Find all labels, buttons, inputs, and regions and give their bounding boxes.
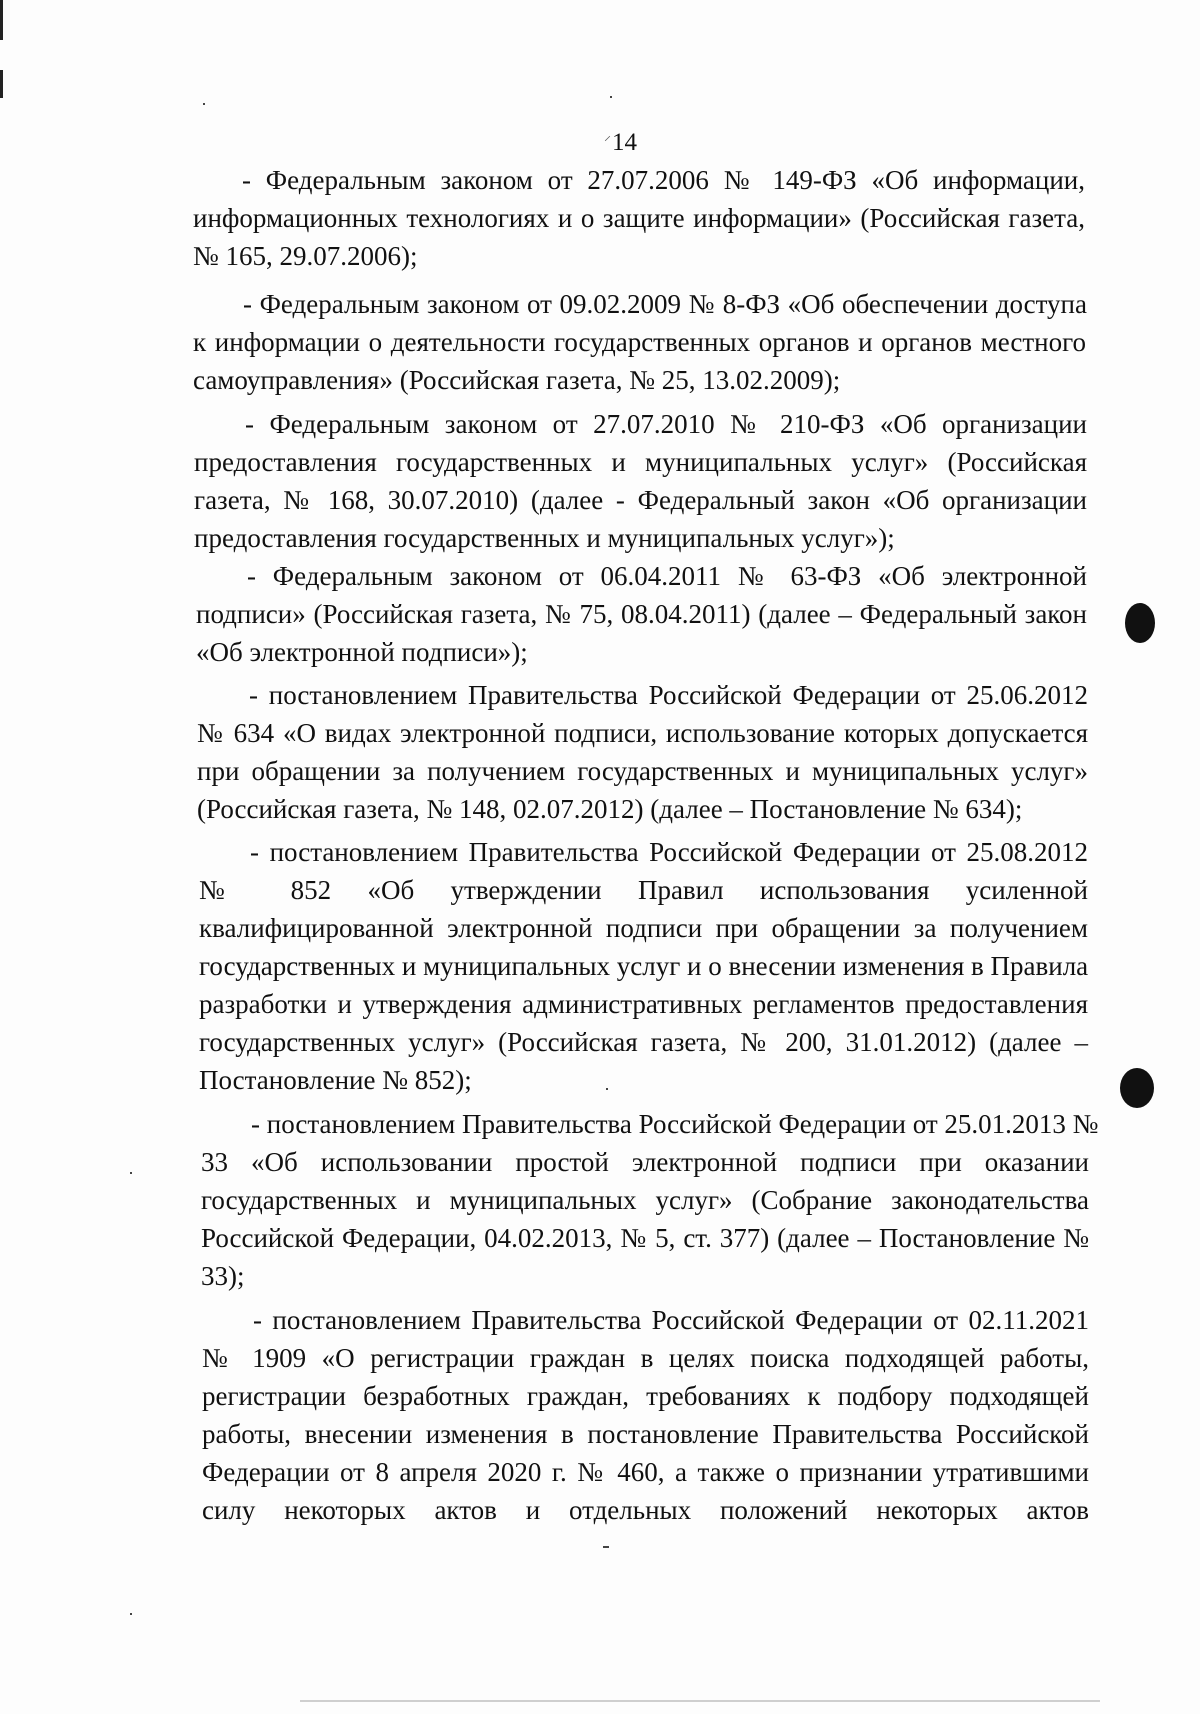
text-line: «Об электронной подписи»); [196,637,528,667]
scan-speck [130,1613,132,1615]
text-line: разработки и утверждения административных регламентов предоставления [199,989,1088,1019]
scan-speck: ⸝ [604,129,611,144]
scan-speck [610,96,612,98]
text-line: - Федеральным законом от 27.07.2010 № 210-ФЗ «Об организации [245,409,1087,439]
text-line: Федерации от 8 апреля 2020 г. № 460, а также о признании утратившими [202,1457,1089,1487]
hole-punch-mark [1120,1068,1154,1108]
text-line: квалифицированной электронной подписи при обращении за получением [199,913,1088,943]
text-line: газета, № 168, 30.07.2010) (далее - Федеральный закон «Об организации [194,485,1087,515]
text-line: подписи» (Российская газета, № 75, 08.04.2011) (далее – Федеральный закон [196,599,1087,629]
text-line: информационных технологиях и о защите информации» (Российская газета, [193,203,1085,233]
text-line: предоставления государственных и муниципальных услуг»); [194,523,895,553]
text-line: регистрации безработных граждан, требованиях к подбору подходящей [202,1381,1089,1411]
text-line: 33 «Об использовании простой электронной подписи при оказании [201,1147,1089,1177]
text-line: - Федеральным законом от 27.07.2006 № 149-ФЗ «Об информации, [242,165,1085,195]
text-line: (Российская газета, № 148, 02.07.2012) (далее – Постановление № 634); [197,794,1023,824]
text-line: 33); [201,1261,245,1291]
text-line: - постановлением Правительства Российской Федерации от 25.06.2012 [249,680,1088,710]
text-line: работы, внесении изменения в постановление Правительства Российской [202,1419,1089,1449]
scan-speck [130,1172,132,1174]
text-line: силу некоторых актов и отдельных положений некоторых актов [202,1495,1089,1525]
text-line: государственных услуг» (Российская газета, № 200, 31.01.2012) (далее – [199,1027,1088,1057]
text-line: № 165, 29.07.2006); [193,241,418,271]
scan-speck [606,1088,608,1090]
text-line: Постановление № 852); [199,1065,472,1095]
scan-speck [603,1546,609,1548]
text-line: № 634 «О видах электронной подписи, использование которых допускается [197,718,1088,748]
hole-punch-mark [1125,603,1155,643]
text-line: - постановлением Правительства Российской Федерации от 25.01.2013 № [251,1109,1099,1139]
text-line: Российской Федерации, 04.02.2013, № 5, ст. 377) (далее – Постановление № [201,1223,1089,1253]
text-line: № 852 «Об утверждении Правил использования усиленной [199,875,1088,905]
text-line: - Федеральным законом от 09.02.2009 № 8-ФЗ «Об обеспечении доступа [243,289,1087,319]
text-line: самоуправления» (Российская газета, № 25, 13.02.2009); [193,365,841,395]
text-line: - постановлением Правительства Российской Федерации от 02.11.2021 [253,1305,1089,1335]
text-line: - Федеральным законом от 06.04.2011 № 63-ФЗ «Об электронной [247,561,1087,591]
text-line: к информации о деятельности государственных органов и органов местного [193,327,1086,357]
text-line: предоставления государственных и муниципальных услуг» (Российская [194,447,1087,477]
text-line: № 1909 «О регистрации граждан в целях поиска подходящей работы, [202,1343,1089,1373]
scan-bottom-edge [300,1700,1100,1702]
scan-edge-mark [0,70,3,98]
scan-speck [203,103,205,105]
text-line: при обращении за получением государственных и муниципальных услуг» [197,756,1088,786]
scan-edge-mark [0,0,3,40]
text-line: государственных и муниципальных услуг» (Собрание законодательства [201,1185,1089,1215]
page-number: 14 [612,129,637,156]
text-line: - постановлением Правительства Российской Федерации от 25.08.2012 [250,837,1088,867]
text-line: государственных и муниципальных услуг и о внесении изменения в Правила [199,951,1089,981]
